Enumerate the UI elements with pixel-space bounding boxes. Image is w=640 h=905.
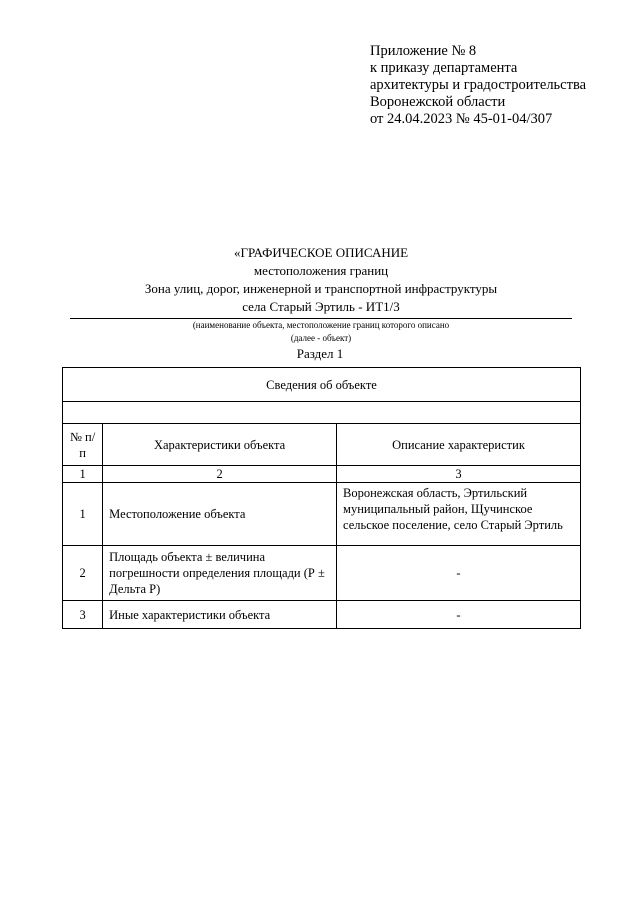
row-num: 2 <box>63 546 103 601</box>
row-characteristic: Площадь объекта ± величина погрешности определения площади (Р ± Дельта Р) <box>103 546 337 601</box>
row-description: Воронежская область, Эртильский муниципальный район, Щучинское сельское поселение, село Старый Эртиль <box>337 483 581 546</box>
appendix-line: к приказу департамента <box>370 60 518 76</box>
appendix-line: Приложение № 8 <box>370 43 477 59</box>
title-line: местоположения границ <box>253 263 389 278</box>
title-caption-2: (далее - объект) <box>290 333 352 343</box>
row-characteristic: Местоположение объекта <box>103 483 337 546</box>
col-number: 3 <box>337 466 581 483</box>
section-heading: Раздел 1 <box>296 346 344 361</box>
table-row <box>63 483 581 546</box>
appendix-line: архитектуры и градостроительства <box>370 77 587 93</box>
document-title: «ГРАФИЧЕСКОЕ ОПИСАНИЕ <box>233 245 409 260</box>
appendix-block <box>370 43 586 128</box>
table-caption: Сведения об объекте <box>63 368 581 402</box>
col-number: 2 <box>103 466 337 483</box>
title-caption: (наименование объекта, местоположение границ которого описано <box>192 320 450 330</box>
table-row <box>63 546 581 601</box>
row-description: - <box>337 601 581 629</box>
row-description: - <box>337 546 581 601</box>
row-characteristic: Иные характеристики объекта <box>103 601 337 629</box>
object-name: Зона улиц, дорог, инженерной и транспортной инфраструктуры <box>144 281 498 296</box>
object-location: села Старый Эртиль - ИТ1/3 <box>242 299 400 314</box>
header-characteristic: Характеристики объекта <box>103 424 337 466</box>
row-num: 1 <box>63 483 103 546</box>
title-block <box>70 244 572 345</box>
header-description: Описание характеристик <box>337 424 581 466</box>
row-num: 3 <box>63 601 103 629</box>
appendix-line: от 24.04.2023 № 45-01-04/307 <box>370 111 553 127</box>
object-info-table <box>62 367 581 629</box>
appendix-line: Воронежской области <box>370 94 506 110</box>
col-number: 1 <box>63 466 103 483</box>
header-num: № п/п <box>63 424 103 466</box>
table-row <box>63 601 581 629</box>
empty-row <box>63 402 581 424</box>
